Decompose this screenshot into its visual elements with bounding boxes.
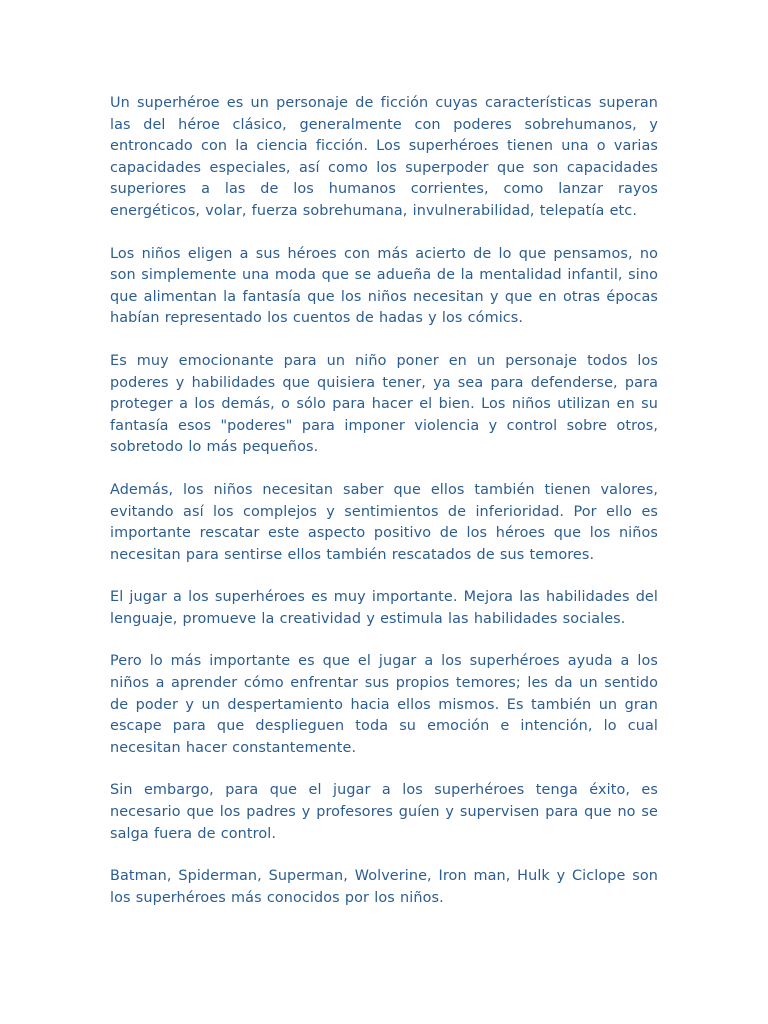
paragraph-definition: Un superhéroe es un personaje de ficción cuyas características superan las del héroe clásico, generalmente con poderes sobrehumanos, y entroncado con la ciencia ficción. Los superhéroes tienen una o varias capacidades especiales, así como los superpoder que son capacidades superiores a las de los humanos corrientes, como lanzar rayos energéticos, volar, fuerza sobrehumana, invulnerabilidad, telepatía etc.	[110, 95, 658, 219]
paragraph-known-heroes: Batman, Spiderman, Superman, Wolverine, Iron man, Hulk y Ciclope son los superhéroes más conocidos por los niños.	[110, 868, 658, 906]
paragraph-children-heroes: Los niños eligen a sus héroes con más acierto de lo que pensamos, no son simplemente una moda que se adueña de la mentalidad infantil, sino que alimentan la fantasía que los niños necesitan y que en otras épocas habían representado los cuentos de hadas y los cómics.	[110, 245, 658, 327]
paragraph-fears: Pero lo más importante es que el jugar a los superhéroes ayuda a los niños a aprender cómo enfrentar sus propios temores; les da un sentido de poder y un despertamiento hacia ellos mismos. Es también un gran escape para que desplieguen toda su emoción e intención, lo cual necesitan hacer constantemente.	[110, 653, 658, 756]
paragraph-importance: El jugar a los superhéroes es muy importante. Mejora las habilidades del lenguaje, promueve la creatividad y estimula las habilidades sociales.	[110, 589, 658, 627]
paragraph-values: Además, los niños necesitan saber que ellos también tienen valores, evitando así los complejos y sentimientos de inferioridad. Por ello es importante rescatar este aspecto positivo de los héroes que los niños necesitan para sentirse ellos también rescatados de sus temores.	[110, 481, 658, 563]
paragraph-emotion: Es muy emocionante para un niño poner en un personaje todos los poderes y habilidades que quisiera tener, ya sea para defenderse, para proteger a los demás, o sólo para hacer el bien. Los niños utilizan en su fantasía esos "poderes" para imponer violencia y control sobre otros, sobretodo lo más pequeños.	[110, 352, 658, 456]
paragraph-supervision: Sin embargo, para que el jugar a los superhéroes tenga éxito, es necesario que los padres y profesores guíen y supervisen para que no se salga fuera de control.	[110, 782, 658, 842]
document-body	[110, 93, 658, 930]
